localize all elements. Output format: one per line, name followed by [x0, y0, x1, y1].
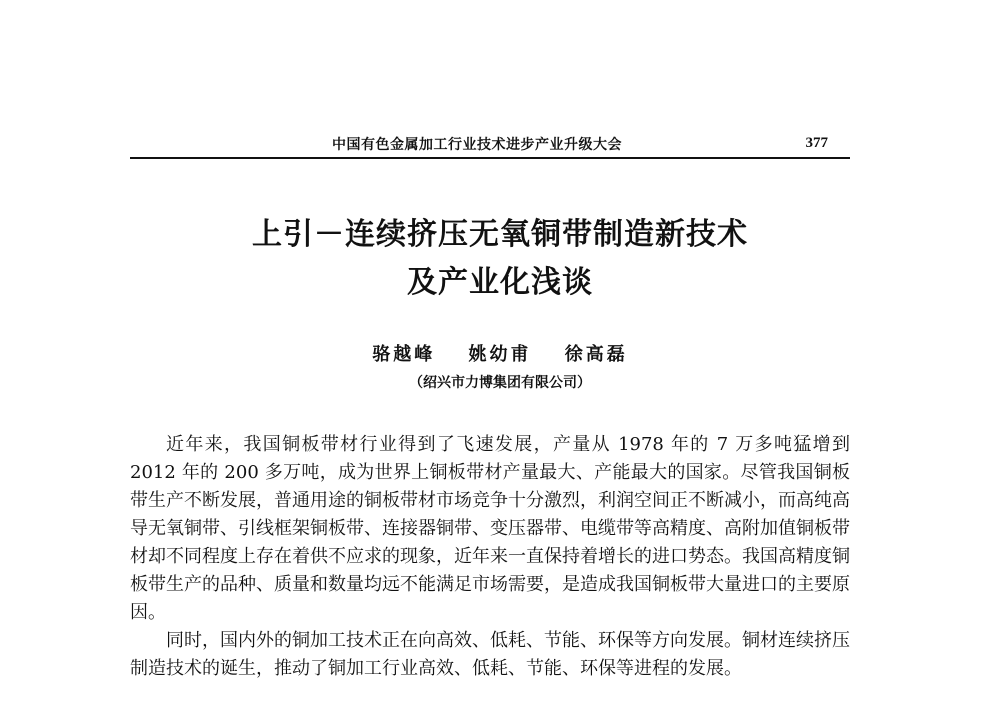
article-body — [130, 431, 850, 683]
article-title-line-1: 上引－连续挤压无氧铜带制造新技术 — [252, 217, 748, 252]
author-affiliation: （绍兴市力博集团有限公司） — [409, 375, 591, 391]
author-name: 徐高磊 — [564, 344, 628, 365]
author-name: 姚幼甫 — [468, 344, 532, 365]
author-list — [0, 340, 1000, 366]
body-paragraph: 同时，国内外的铜加工技术正在向高效、低耗、节能、环保等方向发展。铜材连续挤压制造技术的诞生，推动了铜加工行业高效、低耗、节能、环保等进程的发展。 — [130, 630, 850, 679]
page-number: 377 — [805, 135, 828, 151]
author-name: 骆越峰 — [372, 344, 436, 365]
body-paragraph: 近年来，我国铜板带材行业得到了飞速发展，产量从 1978 年的 7 万多吨猛增到 2012 年的 200 多万吨，成为世界上铜板带材产量最大、产能最大的国家。尽管我国铜板带生产不断发展，普通用途的铜板带材市场竞争十分激烈，利润空间正不断减小，而高纯高导无氧铜带、引线框架铜板带、连接器铜带、变压器带、电缆带等高精度、高附加值铜板带材却不同程度上存在着供不应求的现象，近年来一直保持着增长的进口势态。我国高精度铜板带生产的品种、质量和数量均远不能满足市场需要，是造成我国铜板带大量进口的主要原因。 — [130, 434, 850, 623]
running-title: 中国有色金属加工行业技术进步产业升级大会 — [332, 137, 622, 153]
running-header — [130, 133, 850, 159]
article-title-line-2: 及产业化浅谈 — [407, 265, 593, 300]
